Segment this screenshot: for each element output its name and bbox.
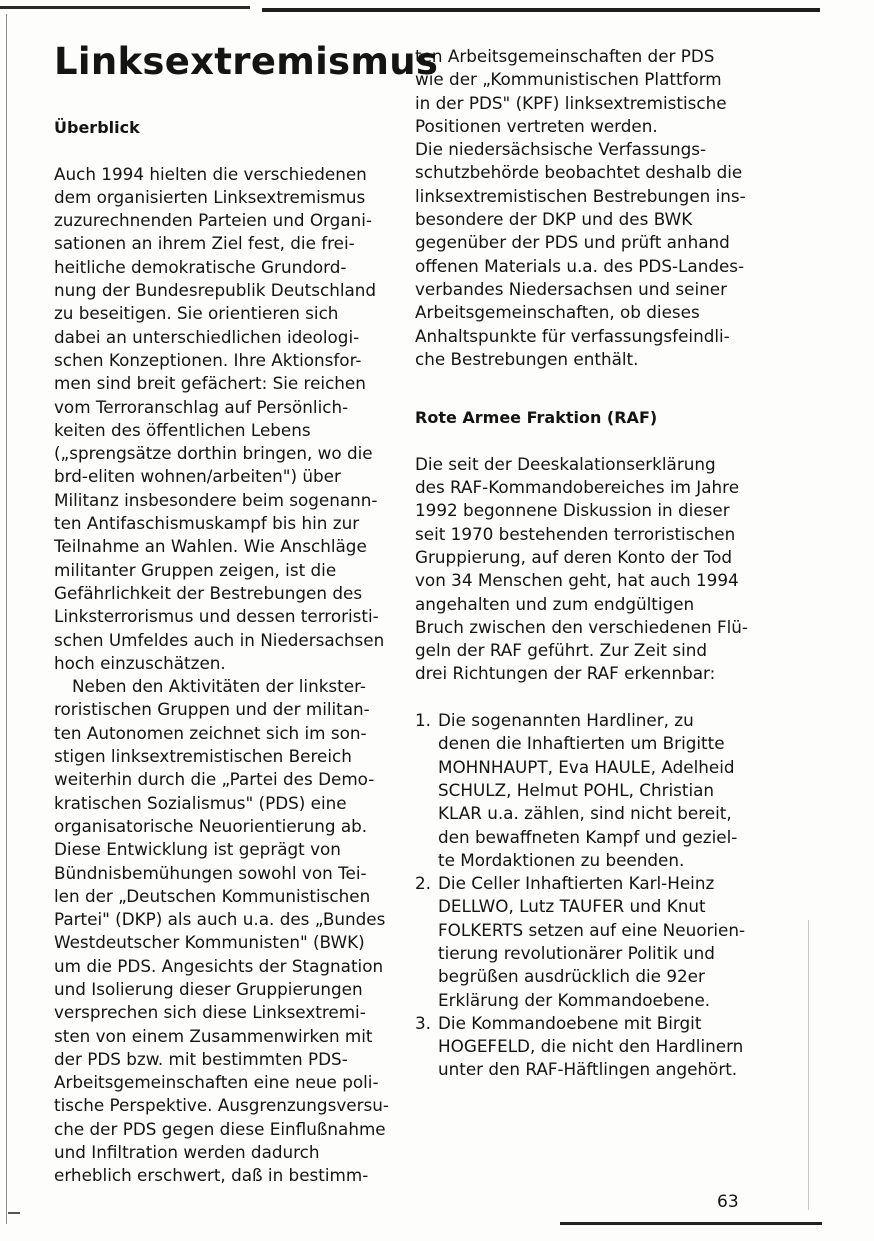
paragraph-raf: [415, 453, 748, 686]
text-line: verbandes Niedersachsen und seiner: [415, 278, 727, 299]
text-line: FOLKERTS setzen auf eine Neuorien-: [438, 919, 746, 940]
text-line: Die sogenannten Hardliner, zu: [438, 710, 694, 731]
text-line: dem organisierten Linksextremismus: [54, 186, 366, 207]
text-line: militanter Gruppen zeigen, ist die: [54, 559, 337, 580]
text-line: DELLWO, Lutz TAUFER und Knut: [438, 896, 706, 917]
right-column: [415, 45, 748, 1082]
text-line: Bündnisbemühungen sowohl von Tei-: [54, 862, 367, 883]
text-line: geln der RAF geführt. Zur Zeit sind: [415, 640, 708, 661]
text-line: und Isolierung dieser Gruppierungen: [54, 978, 363, 999]
text-line: Anhaltspunkte für verfassungsfeindli-: [415, 325, 730, 346]
text-line: brd-eliten wohnen/arbeiten") über: [54, 466, 341, 487]
spacer: [54, 139, 389, 162]
text-line: gegenüber der PDS und prüft anhand: [415, 232, 730, 253]
text-line: um die PDS. Angesichts der Stagnation: [54, 955, 384, 976]
text-line: roristischen Gruppen und der militan-: [54, 699, 370, 720]
text-line: denen die Inhaftierten um Brigitte: [438, 733, 725, 754]
text-line: Auch 1994 hielten die verschiedenen: [54, 163, 367, 184]
page-number: 63: [717, 1192, 739, 1212]
text-line: („sprengsätze dorthin bringen, wo die: [54, 443, 373, 464]
text-line: ten Antifaschismuskampf bis hin zur: [54, 513, 360, 534]
text-line: wie der „Kommunistischen Plattform: [415, 69, 722, 90]
text-line: Bruch zwischen den verschiedenen Flü-: [415, 616, 748, 637]
text-line: nung der Bundesrepublik Deutschland: [54, 280, 377, 301]
spacer: [415, 371, 748, 406]
text-line: che Bestrebungen enthält.: [415, 348, 639, 369]
scan-border-top-right: [262, 8, 820, 12]
text-line: ten Autonomen zeichnet sich im son-: [54, 722, 367, 743]
text-line: HOGEFELD, die nicht den Hardlinern: [438, 1036, 744, 1057]
text-line: schen Umfeldes auch in Niedersachsen: [54, 629, 385, 650]
text-line: ten Arbeitsgemeinschaften der PDS: [415, 46, 715, 66]
text-line: linksextremistischen Bestrebungen ins-: [415, 185, 746, 206]
text-line: Linksterrorismus und dessen terroristi-: [54, 606, 379, 627]
text-line: Teilnahme an Wahlen. Wie Anschläge: [54, 536, 367, 557]
text-line: Die seit der Deeskalationserklärung: [415, 453, 716, 474]
text-line: offenen Materials u.a. des PDS-Landes-: [415, 255, 745, 276]
list-item: [415, 872, 748, 1012]
text-line: men sind breit gefächert: Sie reichen: [54, 373, 366, 394]
text-line: des RAF-Kommandobereiches im Jahre: [415, 477, 740, 498]
text-line: versprechen sich diese Linksextremi-: [54, 1002, 366, 1023]
text-line: von 34 Menschen geht, hat auch 1994: [415, 570, 739, 591]
text-line: MOHNHAUPT, Eva HAULE, Adelheid: [438, 756, 735, 777]
section-heading-raf: Rote Armee Fraktion (RAF): [415, 408, 658, 428]
text-line: Die niedersächsische Verfassungs-: [415, 139, 707, 160]
paragraph-overview-1: [54, 163, 389, 676]
text-line: che der PDS gegen diese Einflußnahme: [54, 1118, 386, 1139]
text-line: den bewaffneten Kampf und geziel-: [438, 826, 738, 847]
page-title: Linksextremismus: [54, 40, 439, 83]
list-item-first-line: [415, 1012, 748, 1035]
scan-border-bottom-left: [8, 1212, 20, 1214]
text-line: angehalten und zum endgültigen: [415, 593, 695, 614]
text-line: Arbeitsgemeinschaften, ob dieses: [415, 302, 700, 323]
text-line: len der „Deutschen Kommunistischen: [54, 885, 371, 906]
scan-border-bottom-right: [560, 1222, 822, 1225]
text-line: Neben den Aktivitäten der linkster-: [72, 676, 366, 697]
paragraph-continuation: [415, 45, 748, 138]
list-number: 2.: [415, 873, 432, 894]
text-line: sationen an ihrem Ziel fest, die frei-: [54, 233, 355, 254]
scan-border-right: [808, 920, 809, 1210]
text-line: erheblich erschwert, daß in bestimm-: [54, 1165, 369, 1186]
text-line: tierung revolutionärer Politik und: [438, 942, 715, 963]
list-number: 3.: [415, 1012, 432, 1033]
list-number: 1.: [415, 710, 432, 731]
text-line: organisatorische Neuorientierung ab.: [54, 815, 368, 836]
text-line: schen Konzeptionen. Ihre Aktionsfor-: [54, 349, 362, 370]
spacer: [415, 686, 748, 709]
text-line: Die Kommandoebene mit Birgit: [438, 1012, 702, 1033]
text-line: Die Celler Inhaftierten Karl-Heinz: [438, 873, 715, 894]
text-line: keiten des öffentlichen Lebens: [54, 419, 311, 440]
list-item-first-line: [415, 872, 748, 895]
text-line: Gefährlichkeit der Bestrebungen des: [54, 582, 363, 603]
section-heading-overview: Überblick: [54, 118, 140, 137]
text-line: unter den RAF-Häftlingen angehört.: [438, 1059, 738, 1080]
scan-border-top-left: [0, 6, 250, 9]
text-line: und Infiltration werden dadurch: [54, 1142, 320, 1163]
text-line: seit 1970 bestehenden terroristischen: [415, 523, 736, 544]
numbered-list: [415, 709, 748, 1082]
text-line: drei Richtungen der RAF erkennbar:: [415, 663, 716, 684]
text-line: 1992 begonnene Diskussion in dieser: [415, 500, 730, 521]
text-line: Arbeitsgemeinschaften eine neue poli-: [54, 1072, 379, 1093]
text-line: Militanz insbesondere beim sogenann-: [54, 489, 378, 510]
text-line: Positionen vertreten werden.: [415, 115, 658, 136]
text-line: Partei" (DKP) als auch u.a. des „Bundes: [54, 909, 386, 930]
text-line: Westdeutscher Kommunisten" (BWK): [54, 932, 365, 953]
text-line: Gruppierung, auf deren Konto der Tod: [415, 546, 733, 567]
text-line: weiterhin durch die „Partei des Demo-: [54, 769, 375, 790]
text-line: dabei an unterschiedlichen ideologi-: [54, 326, 360, 347]
list-item: [415, 709, 748, 872]
scan-border-left: [6, 14, 7, 1224]
list-item-first-line: [415, 709, 748, 732]
text-line: sten von einem Zusammenwirken mit: [54, 1025, 373, 1046]
text-line: KLAR u.a. zählen, sind nicht bereit,: [438, 803, 732, 824]
text-line: in der PDS" (KPF) linksextremistische: [415, 92, 727, 113]
text-line: te Mordaktionen zu beenden.: [438, 849, 685, 870]
text-line: tische Perspektive. Ausgrenzungsversu-: [54, 1095, 389, 1116]
text-line: SCHULZ, Helmut POHL, Christian: [438, 779, 715, 800]
text-line: heitliche demokratische Grundord-: [54, 256, 347, 277]
text-line: zuzurechnenden Parteien und Organi-: [54, 210, 372, 231]
text-line: der PDS bzw. mit bestimmten PDS-: [54, 1048, 348, 1069]
spacer: [415, 429, 748, 452]
text-line: hoch einzuschätzen.: [54, 652, 226, 673]
text-line: schutzbehörde beobachtet deshalb die: [415, 162, 743, 183]
left-column: [54, 116, 389, 1188]
text-line: begrüßen ausdrücklich die 92er: [438, 966, 705, 987]
text-line: besondere der DKP und des BWK: [415, 209, 693, 230]
paragraph-observation: [415, 138, 748, 371]
list-item: [415, 1012, 748, 1082]
text-line: vom Terroranschlag auf Persönlich-: [54, 396, 349, 417]
text-line: Erklärung der Kommandoebene.: [438, 989, 711, 1010]
paragraph-overview-2: [54, 675, 389, 1188]
text-line: stigen linksextremistischen Bereich: [54, 746, 352, 767]
text-line: kratischen Sozialismus" (PDS) eine: [54, 792, 347, 813]
text-line: Diese Entwicklung ist geprägt von: [54, 839, 341, 860]
text-line: zu beseitigen. Sie orientieren sich: [54, 303, 339, 324]
